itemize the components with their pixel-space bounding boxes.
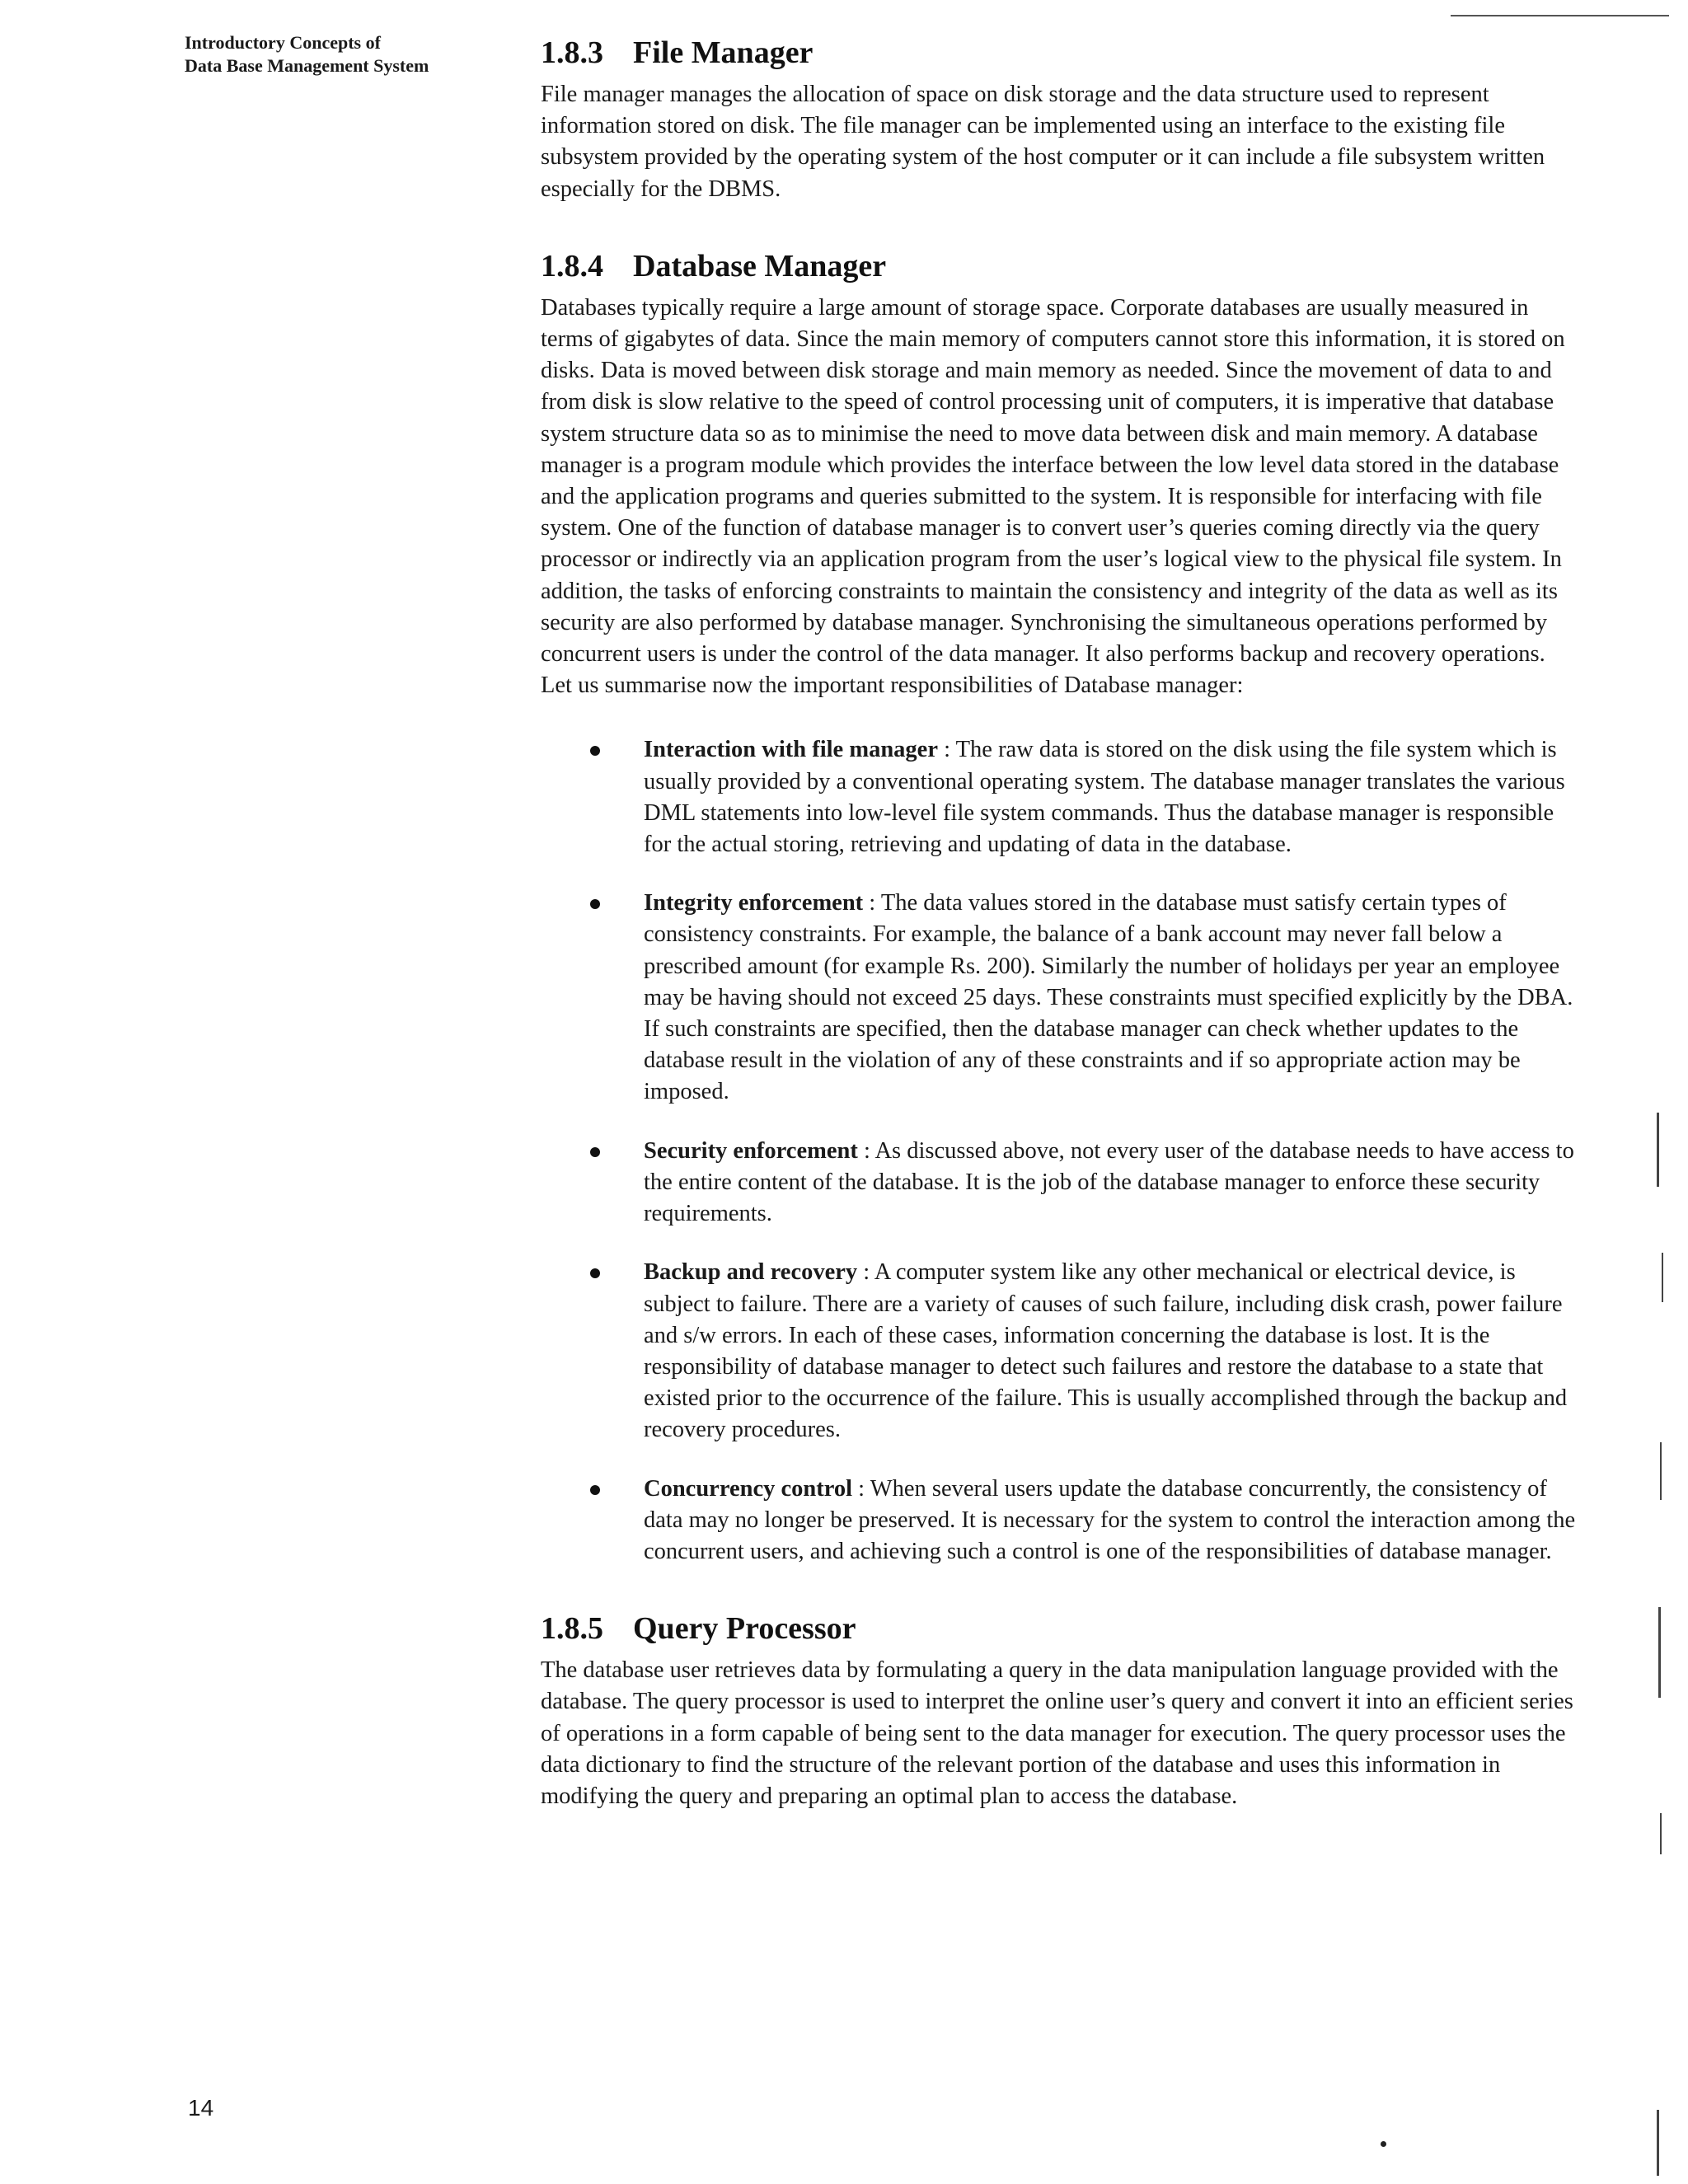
top-rule — [1451, 15, 1669, 16]
section-heading — [541, 246, 1579, 286]
section-title: File Manager — [633, 35, 814, 70]
section-title: Query Processor — [633, 1611, 856, 1647]
bullet-icon — [590, 1485, 600, 1495]
scan-edge-mark — [1662, 1253, 1663, 1302]
section-paragraph: Databases typically require a large amount of storage space. Corporate databases are usually measured in terms of gigabytes of data. Since the main memory of computers cannot store this information, it is stored on disks. Data is moved between disk storage and main memory as needed. Since the movement of data to and from disk is slow relative to the speed of control processing unit of computers, it is imperative that database system structure data so as to minimise the need to move data between disk and main memory. A database manager is a program module which provides the interface between the low level data stored in the database and the application programs and queries submitted to the system. It is responsible for interfacing with file system. One of the function of database manager is to convert user’s queries coming directly via the query processor or indirectly via an application program from the user’s logical view to the physical file system. In addition, the tasks of enforcing constraints to maintain the consistency and integrity of the data as well as its security are also performed by database manager. Synchronising the simultaneous operations performed by concurrent users is under the control of the data manager. It also performs backup and recovery operations. Let us summarise now the important responsibilities of Database manager: — [541, 294, 1565, 699]
responsibilities-list — [541, 734, 1579, 1568]
section-paragraph: File manager manages the allocation of space on disk storage and the data structure used to represent information stored on disk. The file manager can be implemented using an interface to the existing file subsystem provided by the operating system of the host computer or it can include a file subsystem written especially for the DBMS. — [541, 82, 1545, 202]
section-paragraph: The database user retrieves data by formulating a query in the data manipulation language provided with the database. The query processor is used to interpret the online user’s query and convert it into an efficient series of operations in a form capable of being sent to the data manager for execution. The query processor uses the data dictionary to find the structure of the relevant portion of the database and uses this information in modifying the query and preparing an optimal plan to access the database. — [541, 1657, 1573, 1809]
bullet-term: Integrity enforcement — [644, 890, 864, 916]
list-item — [541, 734, 1579, 860]
list-item — [541, 888, 1579, 1108]
scan-edge-mark — [1658, 1607, 1661, 1698]
section-number: 1.8.3 — [541, 35, 603, 70]
bullet-term: Backup and recovery — [644, 1259, 858, 1286]
bullet-icon — [590, 1147, 600, 1157]
section-database-manager — [541, 246, 1579, 1568]
list-item — [541, 1136, 1579, 1230]
section-title: Database Manager — [633, 248, 887, 284]
scan-edge-mark — [1660, 1442, 1662, 1500]
list-item — [541, 1474, 1579, 1568]
section-file-manager — [541, 33, 1579, 205]
list-item — [541, 1257, 1579, 1446]
scan-edge-mark — [1657, 1113, 1659, 1187]
scan-edge-mark — [1660, 1813, 1662, 1854]
bullet-text: : The data values stored in the database must satisfy certain types of consistency constraints. For example, the balance of a bank account may never fall below a prescribed amount (for example Rs. 200). Similarly the number of holidays per year an employee may be having should not exceed 25 days. These constraints must specified explicitly by the DBA. If such constraints are specified, then the database manager can check whether updates to the database result in the violation of any of these constraints and if so appropriate action may be imposed. — [644, 890, 1573, 1105]
bullet-text: : When several users update the database concurrently, the consistency of data may no longer be preserved. It is necessary for the system to control the interaction among the concurrent users, and achieving such a control is one of the responsibilities of database manager. — [644, 1475, 1576, 1564]
bullet-icon — [590, 899, 600, 909]
section-number: 1.8.5 — [541, 1611, 603, 1647]
running-head — [185, 31, 498, 77]
scan-edge-mark — [1657, 2110, 1659, 2176]
section-heading — [541, 1609, 1579, 1648]
running-head-line-1: Introductory Concepts of — [185, 32, 381, 53]
bullet-term: Security enforcement — [644, 1137, 858, 1164]
running-head-line-2: Data Base Management System — [185, 55, 429, 76]
bullet-text: : The raw data is stored on the disk using the file system which is usually provided by a conventional operating system. The database manager translates the various DML statements into low-level file system commands. Thus the database manager is responsible for the actual storing, retrieving and updating of data in the database. — [644, 737, 1565, 858]
page-number: 14 — [188, 2095, 214, 2121]
bullet-icon — [590, 746, 600, 756]
bullet-term: Interaction with file manager — [644, 737, 938, 763]
section-heading — [541, 33, 1579, 73]
section-query-processor — [541, 1609, 1579, 1812]
bullet-term: Concurrency control — [644, 1475, 853, 1502]
scan-dot-mark — [1381, 2141, 1386, 2147]
bullet-icon — [590, 1268, 600, 1278]
bullet-text: : As discussed above, not every user of the database needs to have access to the entire content of the database. It is the job of the database manager to enforce these security requirements. — [644, 1137, 1574, 1227]
main-content — [541, 33, 1579, 1854]
section-number: 1.8.4 — [541, 248, 603, 284]
bullet-text: : A computer system like any other mechanical or electrical device, is subject to failure. There are a variety of causes of such failure, including disk crash, power failure and s/w errors. In each of these cases, information concerning the database is lost. It is the responsibility of database manager to detect such failures and restore the database to a state that existed prior to the occurrence of the failure. This is usually accomplished through the backup and recovery procedures. — [644, 1259, 1568, 1443]
